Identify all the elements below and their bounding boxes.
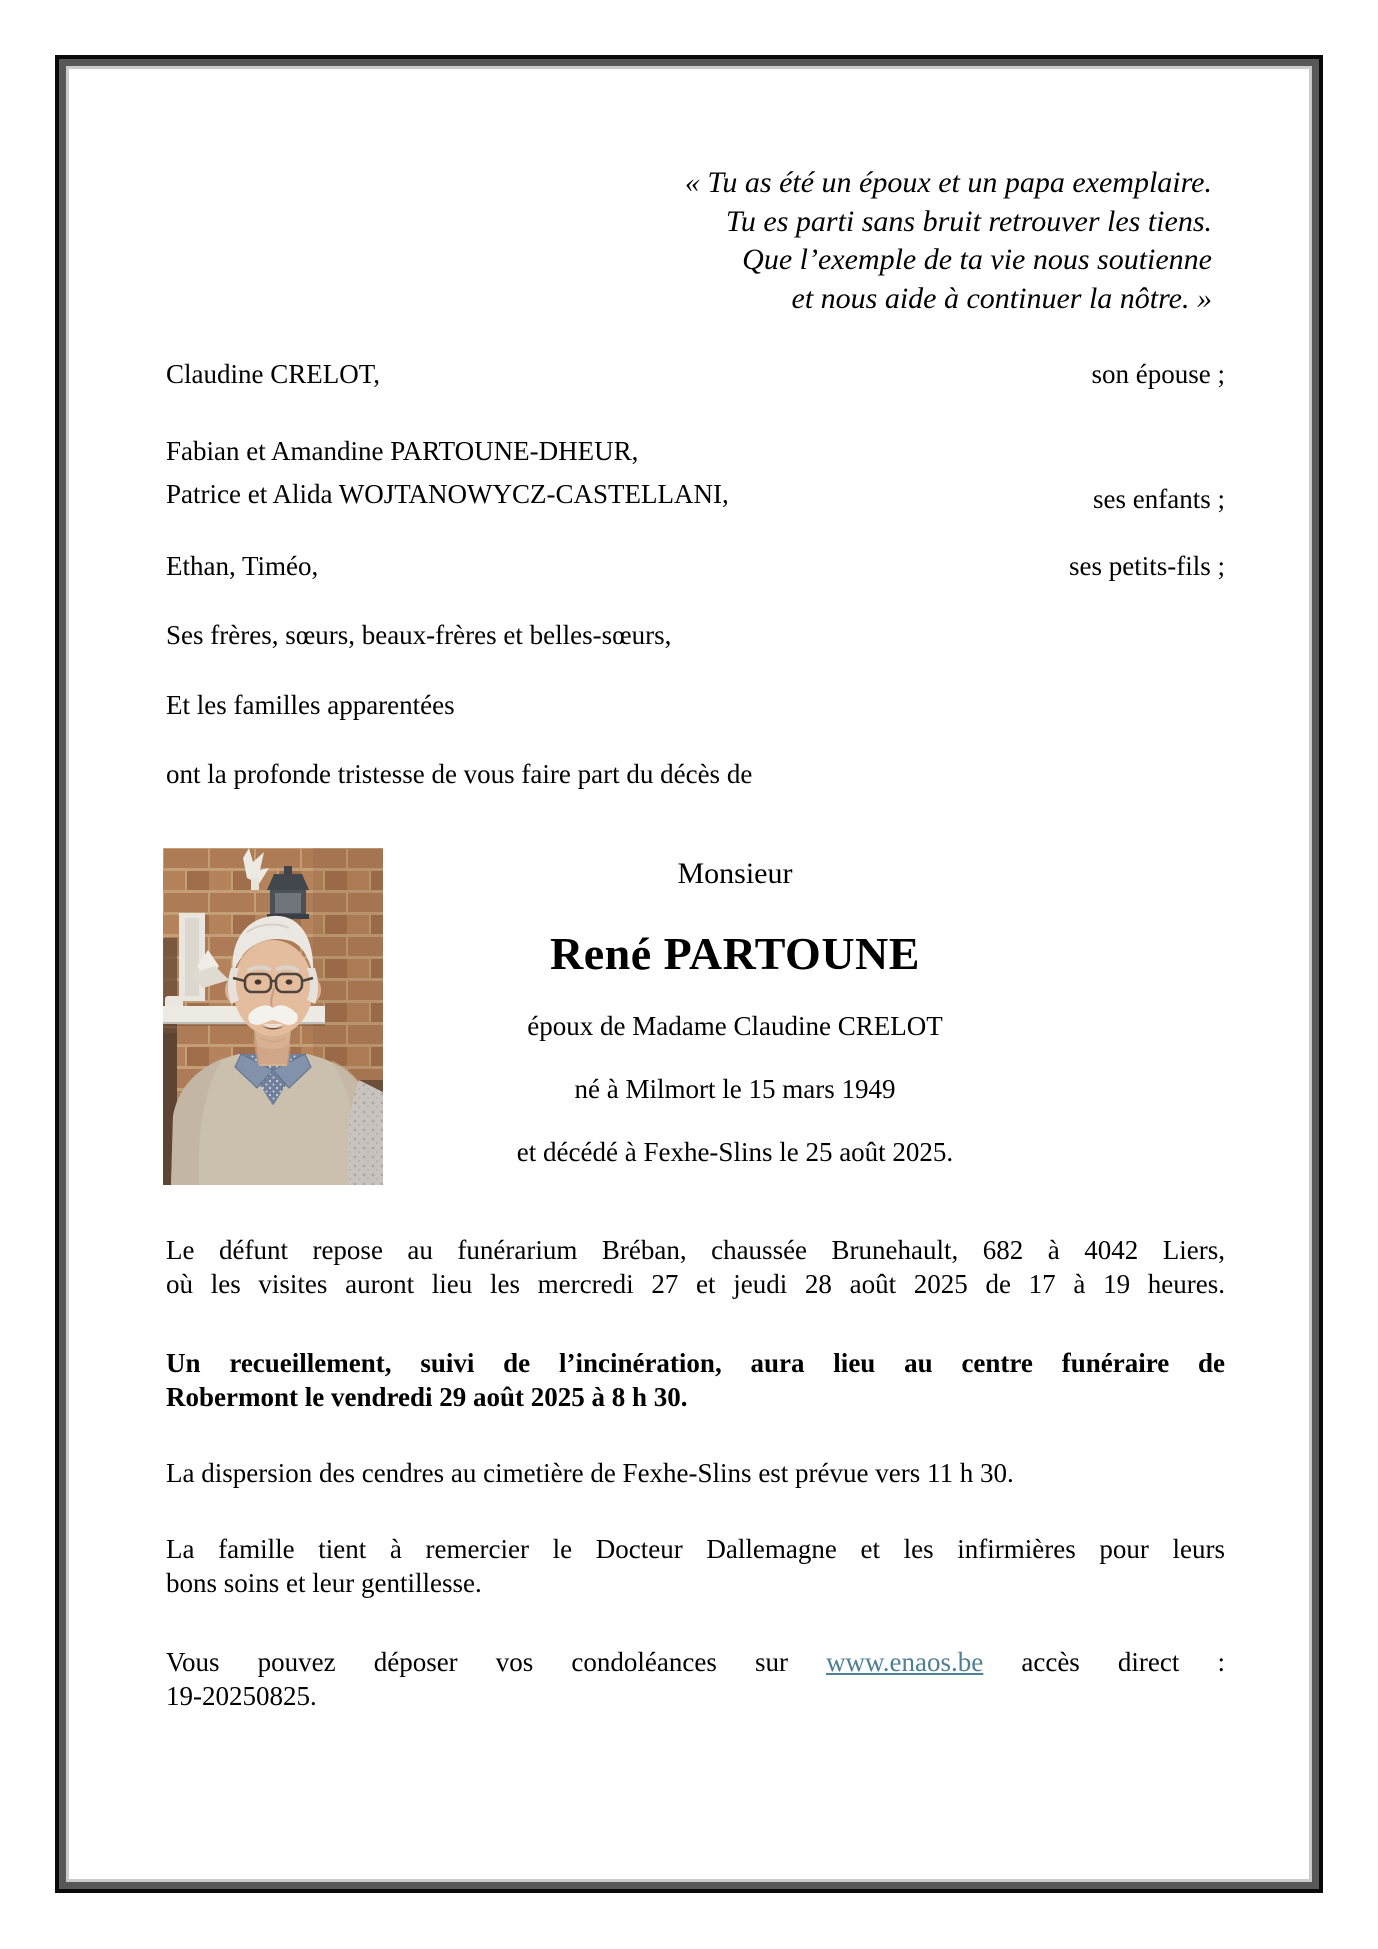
thanks-line-1: La famille tient à remercier le Docteur Dallemagne et les infirmières pour leurs xyxy=(166,1534,1225,1564)
announcement-line: ont la profonde tristesse de vous faire part du décès de xyxy=(166,759,753,789)
relative-name-spouse: Claudine CRELOT, xyxy=(166,359,380,389)
dispersion-paragraph xyxy=(166,1456,1225,1490)
condolences-code: 19-20250825. xyxy=(166,1681,317,1711)
condolences-paragraph xyxy=(166,1645,1225,1713)
repose-paragraph xyxy=(166,1233,1225,1301)
condolences-link[interactable]: www.enaos.be xyxy=(826,1647,984,1677)
quote-line-3: Que l’exemple de ta vie nous soutienne xyxy=(742,243,1212,276)
ceremony-line-1: Un recueillement, suivi de l’incinération, aura lieu au centre funéraire de xyxy=(166,1348,1225,1378)
quote-line-4: et nous aide à continuer la nôtre. » xyxy=(791,281,1212,315)
deceased-death-line: et décédé à Fexhe-Slins le 25 août 2025. xyxy=(516,1137,954,1167)
quote-line-1: « Tu as été un époux et un papa exemplaire. xyxy=(684,166,1212,199)
relative-name-children-1: Fabian et Amandine PARTOUNE-DHEUR, xyxy=(166,436,639,466)
relation-label-children: ses enfants ; xyxy=(1093,484,1225,514)
siblings-line: Ses frères, sœurs, beaux-frères et belles-sœurs, xyxy=(166,620,672,650)
relative-row-spouse xyxy=(166,357,1225,391)
repose-line-1: Le défunt repose au funérarium Bréban, chaussée Brunehault, 682 à 4042 Liers, xyxy=(166,1235,1225,1265)
dispersion-line: La dispersion des cendres au cimetière de Fexhe-Slins est prévue vers 11 h 30. xyxy=(166,1458,1014,1488)
deceased-name: René PARTOUNE xyxy=(550,928,920,979)
thanks-line-2: bons soins et leur gentillesse. xyxy=(166,1568,482,1598)
relative-row-grandsons xyxy=(166,549,1225,583)
thanks-paragraph xyxy=(166,1532,1225,1600)
memorial-quote xyxy=(452,164,1212,318)
ceremony-paragraph xyxy=(166,1346,1225,1414)
families-line: Et les familles apparentées xyxy=(166,690,455,720)
relative-name-grandsons: Ethan, Timéo, xyxy=(166,551,319,581)
deceased-spouse-line: époux de Madame Claudine CRELOT xyxy=(527,1011,943,1041)
relative-name-children-2: Patrice et Alida WOJTANOWYCZ-CASTELLANI, xyxy=(166,479,729,509)
quote-line-2: Tu es parti sans bruit retrouver les tiens. xyxy=(725,204,1212,238)
deceased-title: Monsieur xyxy=(677,857,793,890)
deceased-birth-line: né à Milmort le 15 mars 1949 xyxy=(574,1074,896,1104)
ceremony-line-2: Robermont le vendredi 29 août 2025 à 8 h 30. xyxy=(166,1382,688,1412)
condolences-text-before: Vous pouvez déposer vos condoléances sur xyxy=(166,1647,788,1677)
relative-names-children xyxy=(166,430,729,516)
condolences-text-after: accès direct : xyxy=(1021,1647,1225,1677)
portrait-photo xyxy=(163,848,383,1185)
repose-line-2: où les visites auront lieu les mercredi 27 et jeudi 28 août 2025 de 17 à 19 heures. xyxy=(166,1269,1225,1299)
relation-label-spouse: son épouse ; xyxy=(1091,359,1225,389)
relation-label-grandsons: ses petits-fils ; xyxy=(1069,551,1225,581)
relative-row-children xyxy=(166,430,1225,516)
